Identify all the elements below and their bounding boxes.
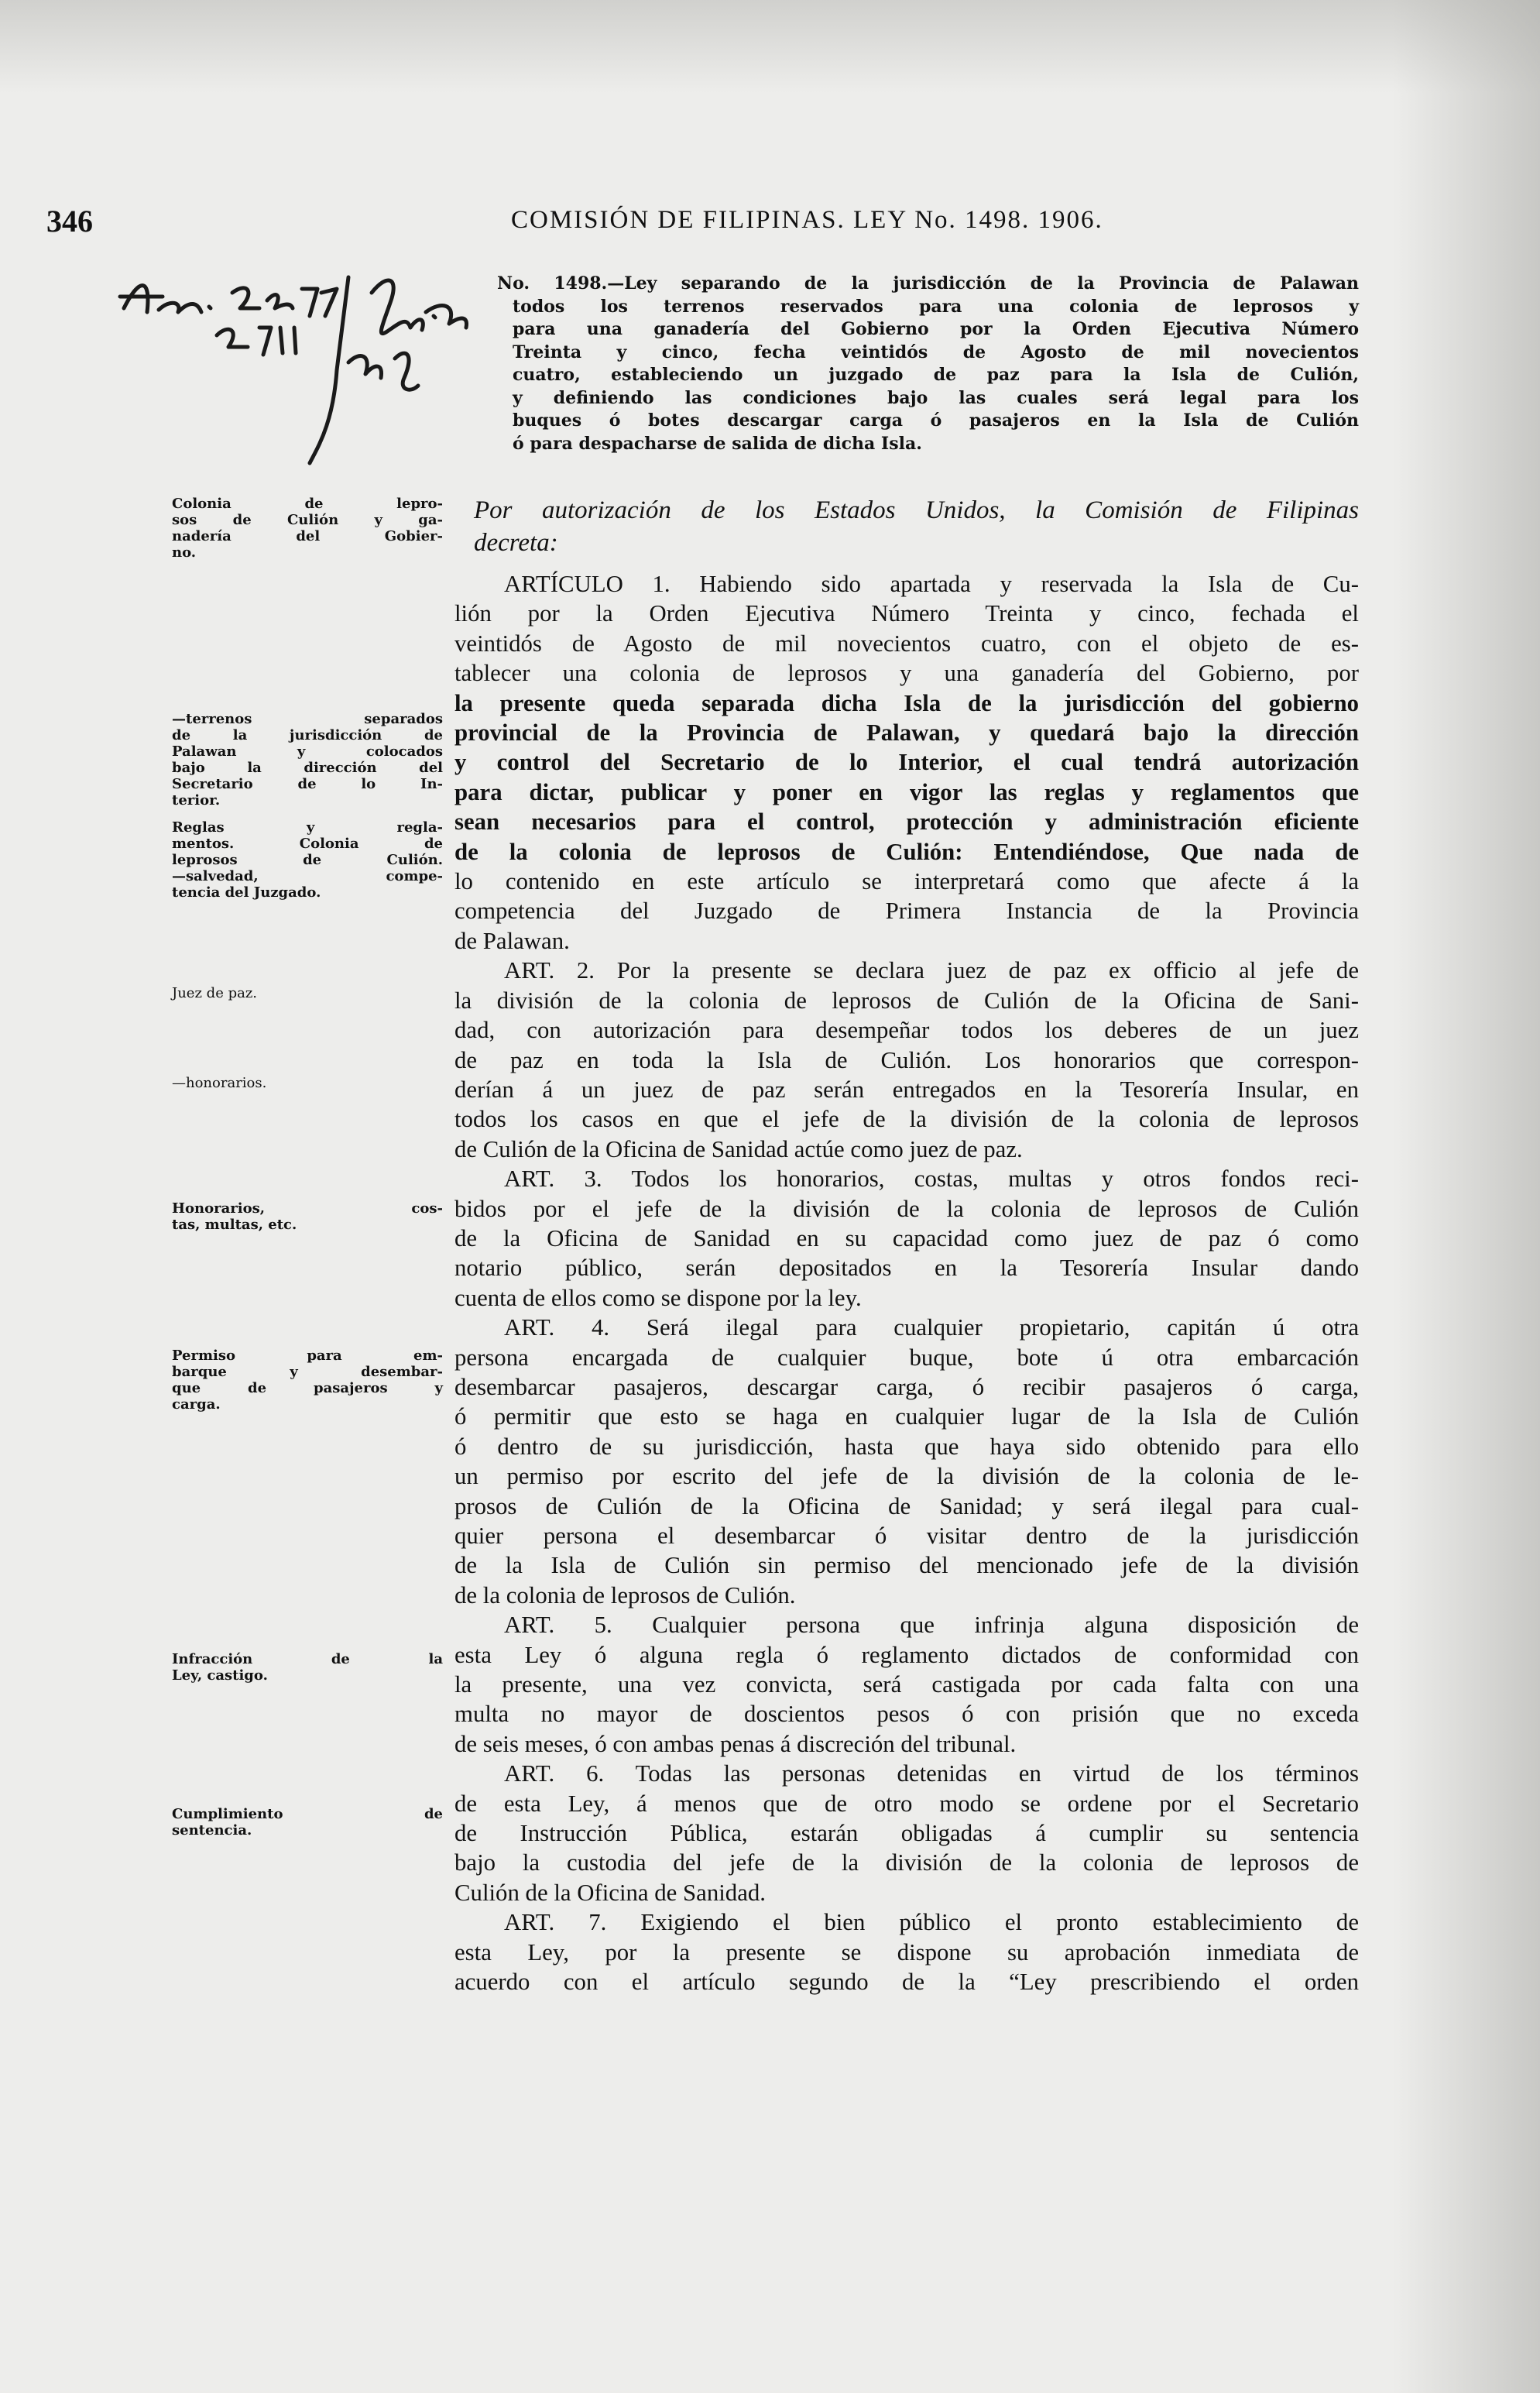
margin-note-line: Reglas y regla- <box>172 819 443 836</box>
margin-note-line: tas, multas, etc. <box>172 1217 297 1233</box>
margin-note-line: Secretario de lo In- <box>172 776 443 792</box>
margin-note <box>172 711 443 809</box>
body-line: esta Ley, por la presente se dispone su aprobación inmediata de <box>454 1938 1359 1966</box>
margin-note <box>172 1651 443 1684</box>
page-number: 346 <box>46 204 93 239</box>
body-line: acuerdo con el artículo segundo de la “Ley prescribiendo el orden <box>454 1969 1359 1996</box>
margin-note <box>172 1348 443 1413</box>
margin-note-line: nadería del Gobier- <box>172 528 443 544</box>
body-line: de seis meses, ó con ambas penas á discreción del tribunal. <box>454 1730 1017 1757</box>
running-head: COMISIÓN DE FILIPINAS. LEY No. 1498. 1906. <box>511 206 1103 234</box>
margin-note-line: Palawan y colocados <box>172 743 443 760</box>
margin-note-line: Cumplimiento de <box>172 1806 443 1822</box>
margin-note-line: Infracción de la <box>172 1651 443 1667</box>
enacting-clause-line: Por autorización de los Estados Unidos, la Comisión de Filipinas <box>474 496 1359 524</box>
body-line: tablecer una colonia de leprosos y una ganadería del Gobierno, por <box>454 660 1359 687</box>
body-line: ARTÍCULO 1. Habiendo sido apartada y reservada la Isla de Cu- <box>504 571 1359 597</box>
body-line: lión por la Orden Ejecutiva Número Treinta y cinco, fechada el <box>454 600 1359 627</box>
body-line: cuenta de ellos como se dispone por la ley. <box>454 1284 862 1311</box>
margin-note-line: que de pasajeros y <box>172 1380 443 1396</box>
margin-note-line: sos de Culión y ga- <box>172 512 443 528</box>
enacting-clause <box>474 494 1359 559</box>
summary-line: cuatro, estableciendo un juzgado de paz para la Isla de Culión, <box>513 365 1359 385</box>
margin-note <box>172 819 443 901</box>
body-line: provincial de la Provincia de Palawan, y quedará bajo la dirección <box>454 719 1359 747</box>
summary-line: todos los terrenos reservados para una colonia de leprosos y <box>513 296 1359 317</box>
body-line: notario público, serán depositados en la Tesorería Insular dando <box>454 1255 1359 1282</box>
page-header <box>46 203 1254 249</box>
body-line: dad, con autorización para desempeñar todos los deberes de un juez <box>454 1017 1359 1044</box>
margin-note <box>172 1806 443 1839</box>
body-line: multa no mayor de doscientos pesos ó con prisión que no exceda <box>454 1701 1359 1728</box>
margin-note-line: Colonia de lepro- <box>172 496 443 512</box>
margin-note-line: bajo la dirección del <box>172 760 443 776</box>
body-line: bajo la custodia del jefe de la división de la colonia de leprosos de <box>454 1849 1359 1876</box>
body-line: ART. 2. Por la presente se declara juez de paz ex officio al jefe de <box>504 957 1359 984</box>
margin-note-line: —honorarios. <box>172 1075 267 1091</box>
law-summary <box>497 273 1359 455</box>
margin-note-line: leprosos de Culión. <box>172 852 443 868</box>
margin-note-line: Ley, castigo. <box>172 1667 268 1684</box>
margin-note <box>172 985 443 1001</box>
summary-line: ó para despacharse de salida de dicha Isla. <box>513 433 922 454</box>
body-line: la presente queda separada dicha Isla de la jurisdicción del gobierno <box>454 689 1359 716</box>
margin-note-line: de la jurisdicción de <box>172 727 443 743</box>
scan-shadow-top <box>0 0 1540 93</box>
summary-line: y definiendo las condiciones bajo las cuales será legal para los <box>513 387 1359 408</box>
margin-note-line: —salvedad, compe- <box>172 868 443 884</box>
margin-note <box>172 496 443 561</box>
handwritten-annotation <box>116 270 519 471</box>
body-line: ART. 5. Cualquier persona que infrinja alguna disposición de <box>504 1612 1359 1639</box>
margin-note-line: carga. <box>172 1396 221 1413</box>
margin-note-line: barque y desembar- <box>172 1364 443 1380</box>
margin-note-line: Permiso para em- <box>172 1348 443 1364</box>
body-line: de la colonia de leprosos de Culión: Entendiéndose, Que nada de <box>454 838 1359 865</box>
summary-line: Treinta y cinco, fecha veintidós de Agosto de mil novecientos <box>513 342 1359 362</box>
body-line: esta Ley ó alguna regla ó reglamento dictados de conformidad con <box>454 1641 1359 1668</box>
body-line: de Instrucción Pública, estarán obligadas á cumplir su sentencia <box>454 1820 1359 1847</box>
body-line: y control del Secretario de lo Interior, el cual tendrá autorización <box>454 749 1359 776</box>
body-line: de la Isla de Culión sin permiso del mencionado jefe de la división <box>454 1552 1359 1579</box>
margin-note-line: tencia del Juzgado. <box>172 884 321 901</box>
summary-line: No. 1498.—Ley separando de la jurisdicción de la Provincia de Palawan <box>497 273 1359 294</box>
body-line: de esta Ley, á menos que de otro modo se ordene por el Secretario <box>454 1790 1359 1817</box>
body-line: prosos de Culión de la Oficina de Sanidad; y será ilegal para cual- <box>454 1492 1359 1519</box>
margin-note-line: terior. <box>172 792 221 809</box>
body-line: veintidós de Agosto de mil novecientos cuatro, con el objeto de es- <box>454 630 1359 657</box>
body-line: un permiso por escrito del jefe de la división de la colonia de le- <box>454 1463 1359 1490</box>
margin-note-line: —terrenos separados <box>172 711 443 727</box>
body-line: Culión de la Oficina de Sanidad. <box>454 1879 766 1906</box>
body-line: ART. 3. Todos los honorarios, costas, multas y otros fondos reci- <box>504 1166 1359 1193</box>
body-line: ó dentro de su jurisdicción, hasta que haya sido obtenido para ello <box>454 1433 1359 1460</box>
margin-note-line: sentencia. <box>172 1822 252 1839</box>
body-line: sean necesarios para el control, protección y administración eficiente <box>454 809 1359 836</box>
scan-shadow-right <box>1393 0 1540 2393</box>
body-line: ó permitir que esto se haga en cualquier lugar de la Isla de Culión <box>454 1403 1359 1430</box>
margin-note-line: no. <box>172 544 197 561</box>
body-line: todos los casos en que el jefe de la división de la colonia de leprosos <box>454 1106 1359 1133</box>
body-line: quier persona el desembarcar ó visitar dentro de la jurisdicción <box>454 1523 1359 1549</box>
margin-note-line: Honorarios, cos- <box>172 1200 443 1217</box>
body-line: ART. 4. Será ilegal para cualquier propietario, capitán ú otra <box>504 1314 1359 1341</box>
law-body <box>454 569 1359 1997</box>
enacting-clause-line: decreta: <box>474 529 558 557</box>
body-line: lo contenido en este artículo se interpretará como que afecte á la <box>454 868 1359 895</box>
body-line: de la Oficina de Sanidad en su capacidad como juez de paz ó como <box>454 1224 1359 1251</box>
body-line: para dictar, publicar y poner en vigor las reglas y reglamentos que <box>454 778 1359 805</box>
body-line: la división de la colonia de leprosos de Culión de la Oficina de Sani- <box>454 987 1359 1014</box>
margin-note-line: Juez de paz. <box>172 985 258 1001</box>
body-line: de la colonia de leprosos de Culión. <box>454 1581 796 1608</box>
body-line: de Culión de la Oficina de Sanidad actúe como juez de paz. <box>454 1135 1023 1162</box>
summary-line: buques ó botes descargar carga ó pasajeros en la Isla de Culión <box>513 410 1359 431</box>
body-line: persona encargada de cualquier buque, bote ú otra embarcación <box>454 1344 1359 1371</box>
body-line: derían á un juez de paz serán entregados en la Tesorería Insular, en <box>454 1076 1359 1103</box>
body-line: la presente, una vez convicta, será castigada por cada falta con una <box>454 1671 1359 1698</box>
body-line: ART. 6. Todas las personas detenidas en virtud de los términos <box>504 1760 1359 1787</box>
margin-note <box>172 1075 443 1091</box>
body-line: competencia del Juzgado de Primera Instancia de la Provincia <box>454 898 1359 925</box>
margin-note-line: mentos. Colonia de <box>172 836 443 852</box>
body-line: bidos por el jefe de la división de la colonia de leprosos de Culión <box>454 1195 1359 1222</box>
summary-line: para una ganadería del Gobierno por la Orden Ejecutiva Número <box>513 319 1359 339</box>
body-line: desembarcar pasajeros, descargar carga, ó recibir pasajeros ó carga, <box>454 1373 1359 1400</box>
body-line: de paz en toda la Isla de Culión. Los honorarios que correspon- <box>454 1046 1359 1073</box>
margin-note <box>172 1200 443 1233</box>
body-line: ART. 7. Exigiendo el bien público el pronto establecimiento de <box>504 1909 1359 1936</box>
body-line: de Palawan. <box>454 927 570 954</box>
